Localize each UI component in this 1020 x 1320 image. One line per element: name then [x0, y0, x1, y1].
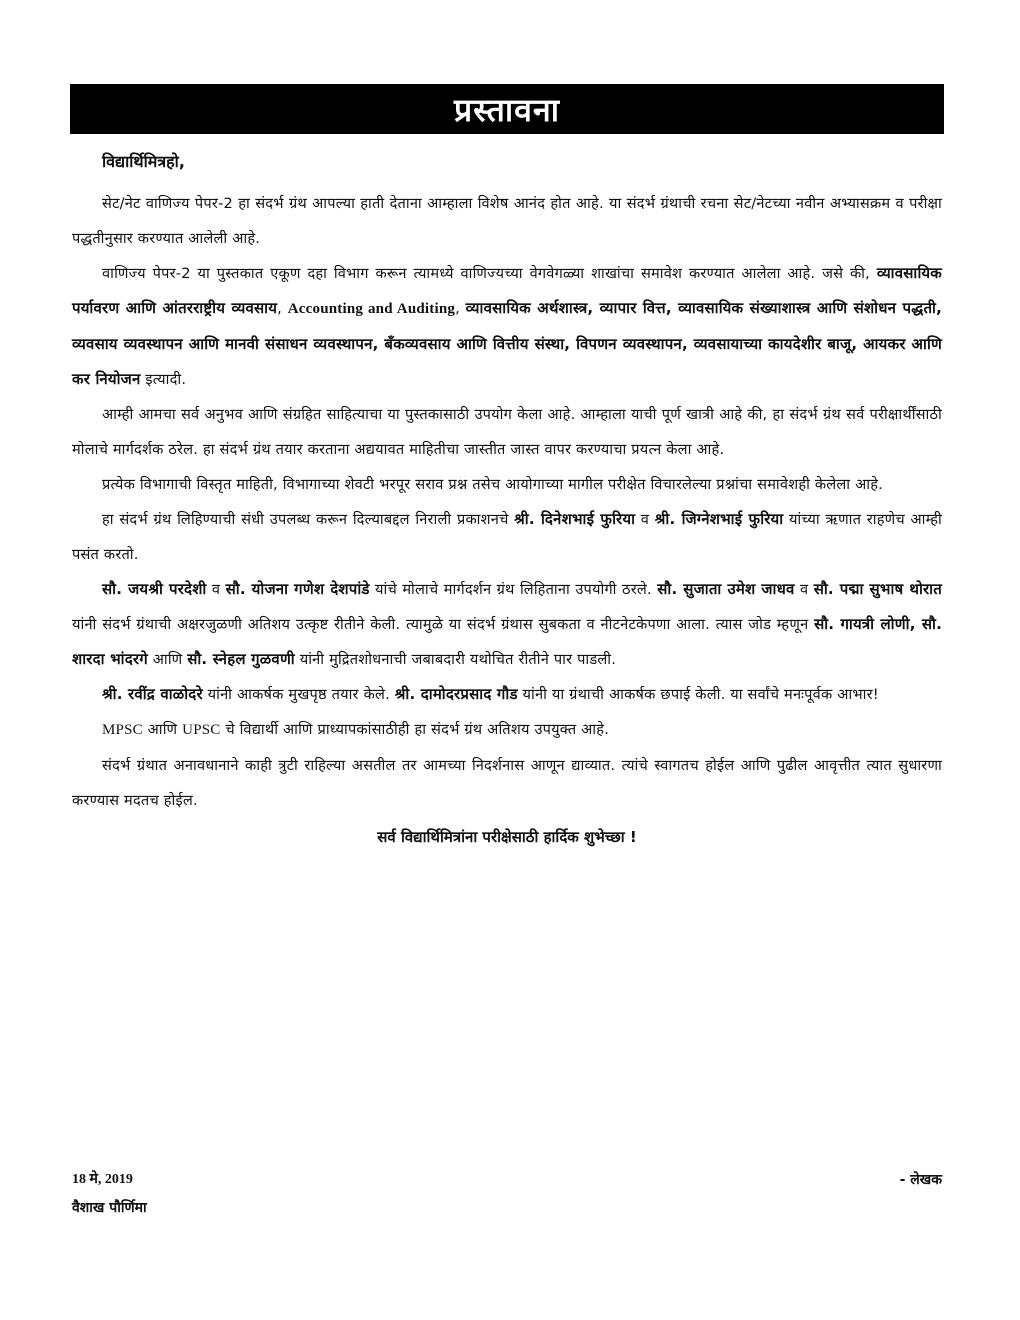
page-title: प्रस्तावना	[70, 84, 944, 134]
p7-text-b: यांनी या ग्रंथाची आकर्षक छपाई केली. या सर्वांचे मनःपूर्वक आभार!	[517, 686, 879, 703]
paragraph-9: संदर्भ ग्रंथात अनावधानाने काही त्रुटी राहिल्या असतील तर आमच्या निदर्शनास आणून द्याव्यात. त्यांचे स्वागतच होईल आणि पुढील आवृत्तीत त्यात सुधारणा करण्यास मदतच होईल.	[72, 757, 942, 809]
footer-author: - लेखक	[899, 1172, 942, 1188]
p5-text-a: हा संदर्भ ग्रंथ लिहिण्याची संधी उपलब्ध करून दिल्याबद्दल निराली प्रकाशनचे	[102, 511, 515, 528]
paragraph-7	[72, 677, 942, 712]
footer-date: 18 मे, 2019	[72, 1172, 133, 1187]
greeting: विद्यार्थिमित्रहो,	[102, 152, 185, 171]
p5-text-b: व	[635, 511, 655, 528]
p6-name-3: सौ. सुजाता उमेश जाधव	[657, 580, 795, 598]
p2-subject-list: व्यावसायिक अर्थशास्त्र, व्यापार वित्त, व्यावसायिक संख्याशास्त्र आणि संशोधन पद्धती, व्यवसाय व्यवस्थापन आणि मानवी संसाधन व्यवस्थापन, बँकव्यवसाय आणि वित्तीय संस्था, विपणन व्यवस्थापन, व्यवसायाच्या कायदेशीर बाजू, आयकर आणि कर नियोजन	[72, 299, 942, 388]
paragraph-6	[72, 572, 942, 677]
p8-mpsc: MPSC	[102, 722, 143, 738]
p6-text-b: यांचे मोलाचे मार्गदर्शन ग्रंथ लिहिताना उपयोगी ठरले.	[369, 581, 658, 598]
p5-name-2: श्री. जिग्नेशभाई फुरिया	[654, 510, 784, 528]
p7-name-1: श्री. रवींद्र वाळोदरे	[102, 685, 203, 703]
paragraph-4: प्रत्येक विभागाची विस्तृत माहिती, विभागाच्या शेवटी भरपूर सराव प्रश्न तसेच आयोगाच्या मागील परीक्षेत विचारलेल्या प्रश्नांचा समावेशही केलेला आहे.	[102, 476, 884, 493]
p5-text-c: यांच्या ऋणात राहणेच आम्ही पसंत करतो.	[72, 511, 942, 563]
p6-text-e: आणि	[147, 651, 188, 668]
footer-occasion: वैशाख पौर्णिमा	[72, 1200, 147, 1216]
p6-text-a: व	[206, 581, 226, 598]
paragraph-1: सेट/नेट वाणिज्य पेपर-2 हा संदर्भ ग्रंथ आपल्या हाती देताना आम्हाला विशेष आनंद होत आहे. या संदर्भ ग्रंथाची रचना सेट/नेटच्या नवीन अभ्यासक्रम व परीक्षा पद्धतीनुसार करण्यात आलेली आहे.	[72, 195, 942, 247]
p8-upsc: UPSC	[182, 722, 221, 738]
p7-text-a: यांनी आकर्षक मुखपृष्ठ तयार केले.	[202, 686, 395, 703]
p6-text-f: यांनी मुद्रितशोधनाची जबाबदारी यथोचित रीतीने पार पाडली.	[294, 651, 617, 668]
p6-name-2: सौ. योजना गणेश देशपांडे	[225, 580, 370, 598]
paragraph-3: आम्ही आमचा सर्व अनुभव आणि संग्रहित साहित्याचा या पुस्तकासाठी उपयोग केला आहे. आम्हाला याची पूर्ण खात्री आहे की, हा संदर्भ ग्रंथ सर्व परीक्षार्थींसाठी मोलाचे मार्गदर्शक ठरेल. हा संदर्भ ग्रंथ तयार करताना अद्ययावत माहितीचा जास्तीत जास्त वापर करण्याचा प्रयत्न केला आहे.	[72, 406, 942, 458]
paragraph-8	[72, 712, 942, 748]
footer	[72, 1166, 942, 1222]
p5-name-1: श्री. दिनेशभाई फुरिया	[514, 510, 636, 528]
p6-name-4: सौ. पद्मा सुभाष थोरात	[813, 580, 943, 598]
p2-intro: वाणिज्य पेपर-2 या पुस्तकात एकूण दहा विभाग करून त्यामध्ये वाणिज्यच्या वेगवेगळ्या शाखांचा समावेश करण्यात आलेला आहे. जसे की,	[102, 265, 877, 282]
paragraph-5	[72, 502, 942, 572]
p2-sep-1: ,	[277, 300, 288, 317]
preface-body	[72, 150, 942, 852]
p6-name-1: सौ. जयश्री परदेशी	[102, 580, 207, 598]
p6-name-5: सौ. गायत्री लोणी, सौ. शारदा भांदरगे	[72, 615, 942, 668]
p6-text-d: यांनी संदर्भ ग्रंथाची अक्षरजुळणी अतिशय उत्कृष्ट रीतीने केली. त्यामुळे या संदर्भ ग्रंथास सुबकता व नीटनेटकेपणा आला. त्यास जोड म्हणून	[72, 616, 815, 633]
p6-name-6: सौ. स्नेहल गुळवणी	[187, 650, 295, 668]
p8-text-a: आणि	[142, 721, 183, 738]
p6-text-c: व	[794, 581, 814, 598]
p2-subject-1: व्यावसायिक पर्यावरण आणि आंतरराष्ट्रीय व्यवसाय	[72, 264, 942, 317]
p2-outro: इत्यादी.	[140, 371, 187, 388]
p2-subject-2: Accounting and Auditing	[287, 301, 456, 317]
paragraph-2	[72, 256, 942, 397]
p2-sep-2: ,	[455, 300, 466, 317]
p7-name-2: श्री. दामोदरप्रसाद गौड	[394, 685, 518, 703]
p8-text-b: चे विद्यार्थी आणि प्राध्यापकांसाठीही हा संदर्भ ग्रंथ अतिशय उपयुक्त आहे.	[220, 721, 610, 738]
closing-wishes: सर्व विद्यार्थिमित्रांना परीक्षेसाठी हार्दिक शुभेच्छा !	[377, 828, 637, 846]
